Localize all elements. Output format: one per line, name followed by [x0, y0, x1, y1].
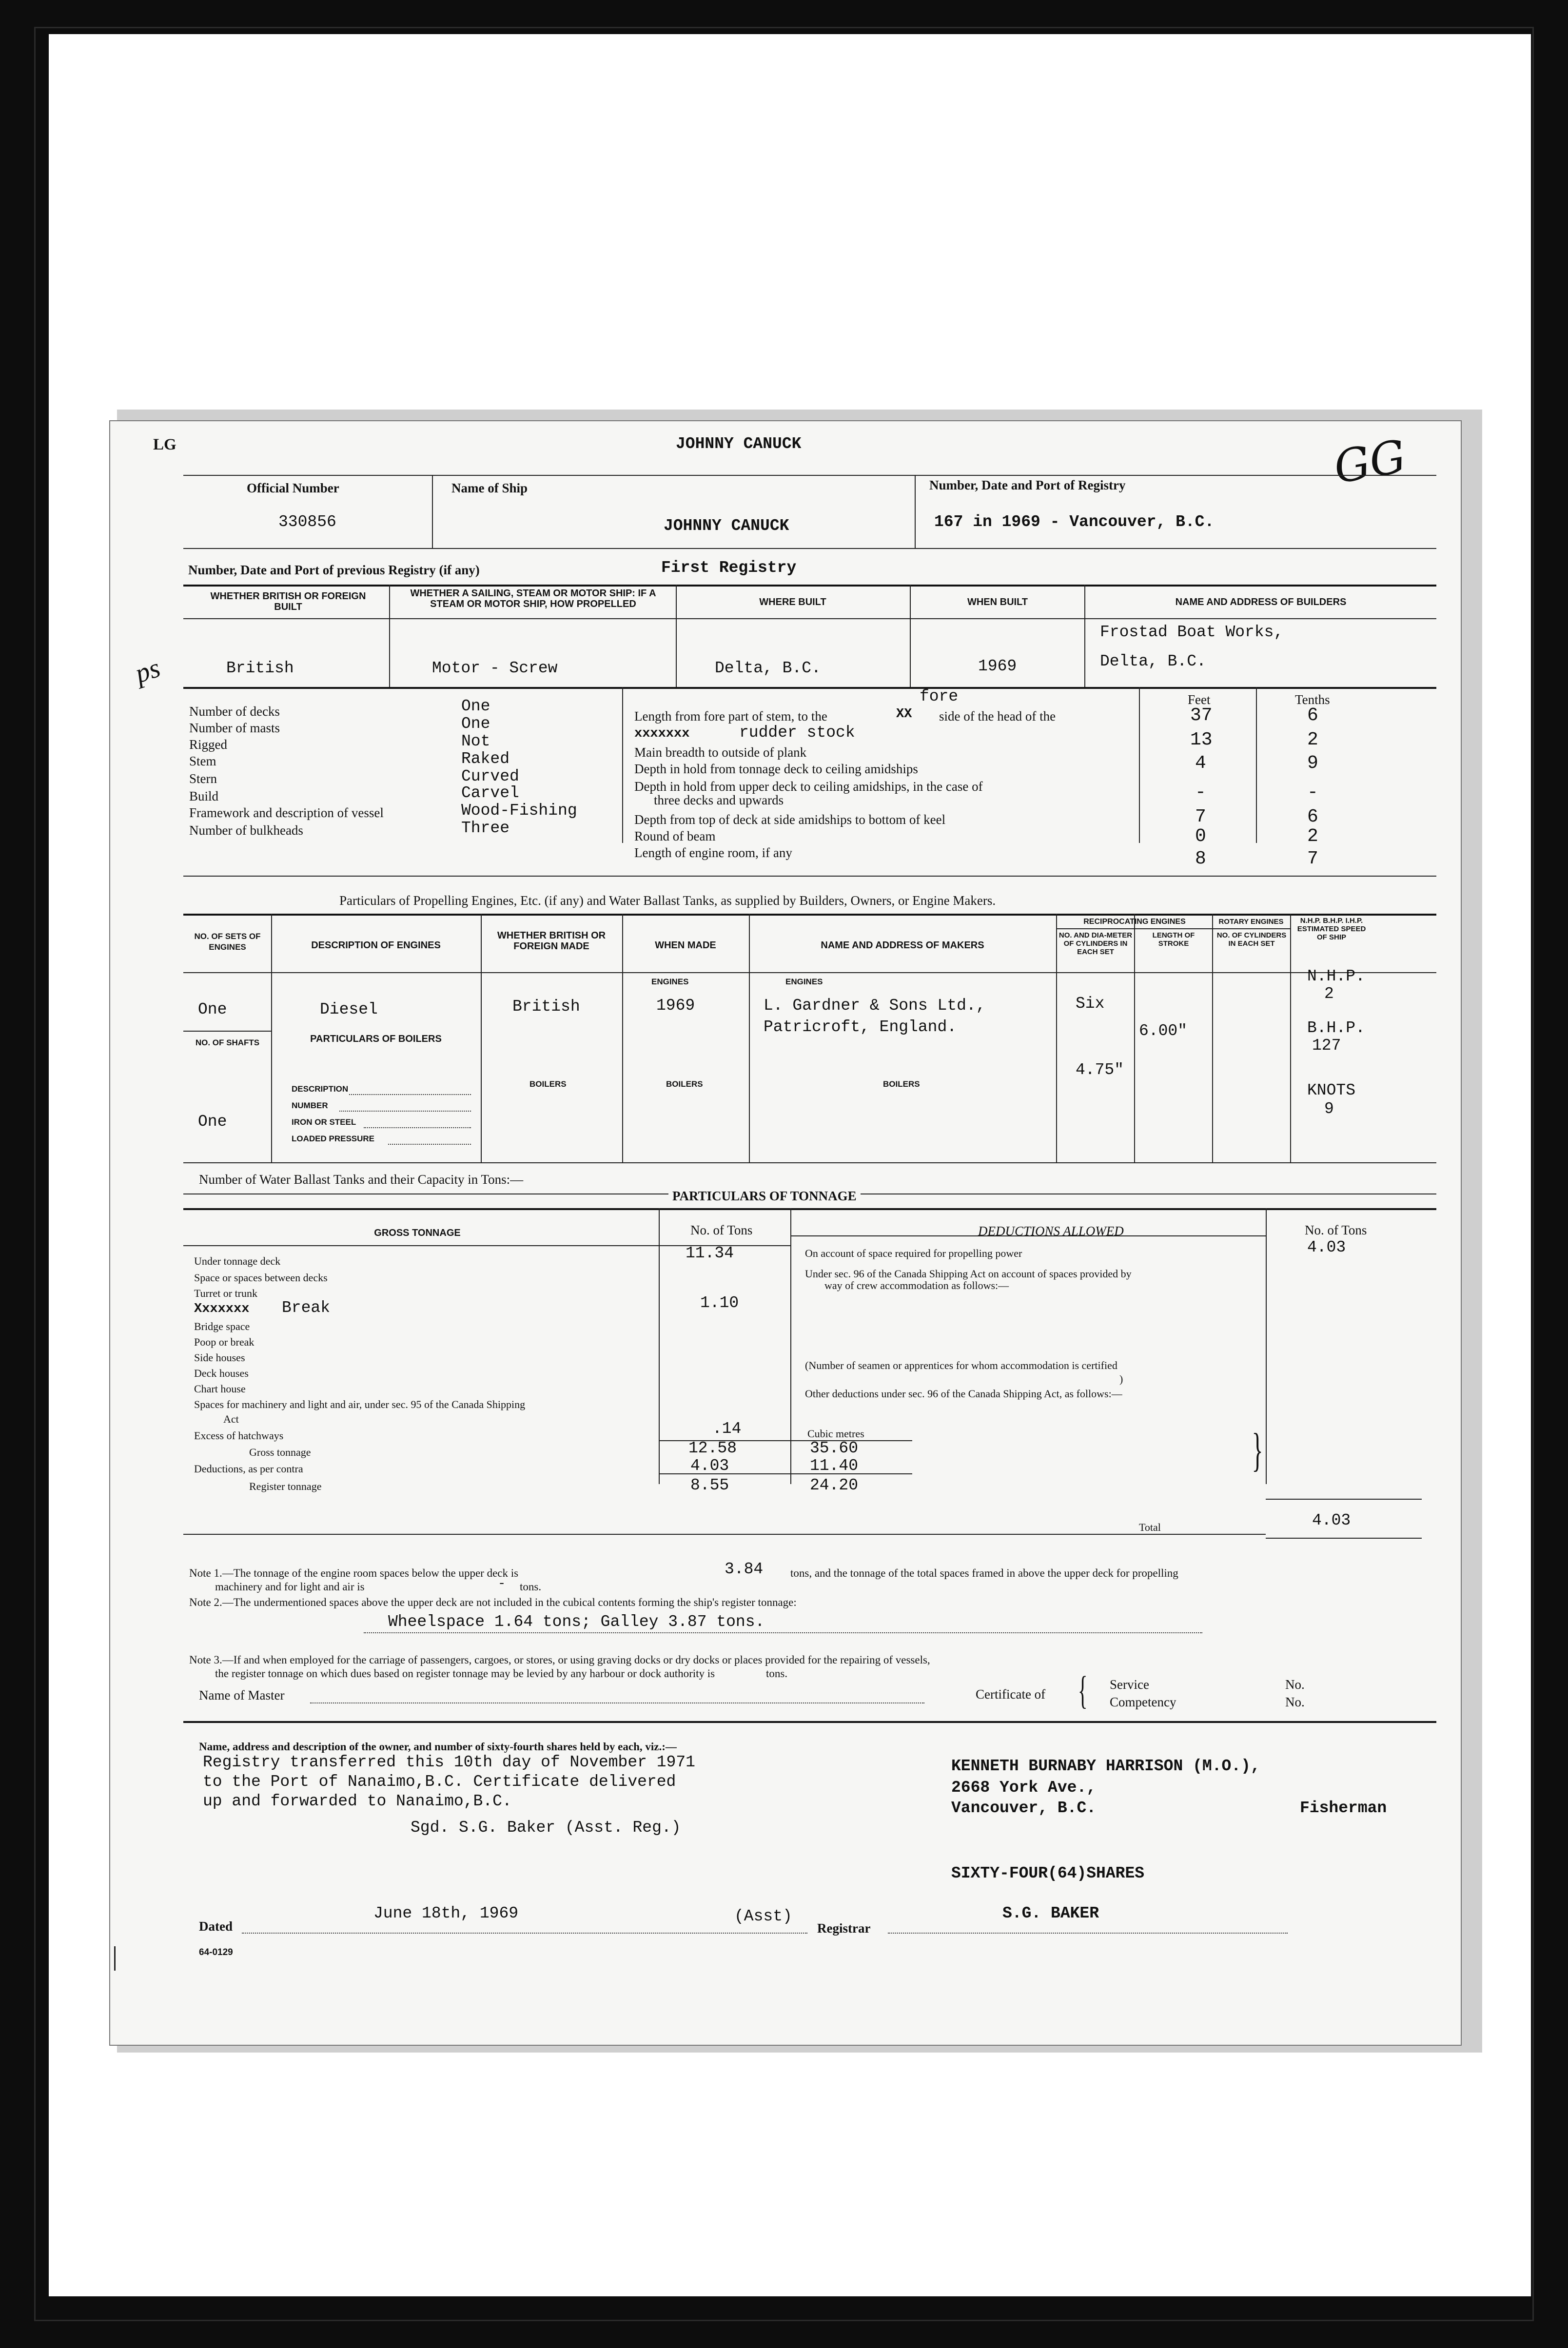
- h-ship-type: WHETHER A SAILING, STEAM OR MOTOR SHIP: IF A STEAM OR MOTOR SHIP, HOW PROPELLED: [410, 588, 656, 609]
- note3-c: tons.: [766, 1667, 788, 1680]
- engine-british: British: [512, 998, 580, 1016]
- owner-name: KENNETH BURNABY HARRISON (M.O.),: [951, 1757, 1260, 1775]
- boiler-number: NUMBER: [292, 1101, 328, 1110]
- particular-label-rigged: Rigged: [189, 737, 227, 752]
- dim-keel-label: Depth from top of deck at side amidships to bottom of keel: [634, 812, 946, 827]
- length-feet: 37: [1190, 705, 1213, 726]
- gross-label-hatchways: Excess of hatchways: [194, 1429, 284, 1442]
- prev-registry-value: First Registry: [661, 559, 797, 577]
- dim-round-label: Round of beam: [634, 829, 716, 843]
- owner-street: 2668 York Ave.,: [951, 1779, 1097, 1797]
- dim-breadth-label: Main breadth to outside of plank: [634, 745, 807, 760]
- owner-shares: SIXTY-FOUR(64)SHARES: [951, 1864, 1145, 1882]
- register-cubic: 24.20: [810, 1476, 859, 1494]
- form-number: 64-0129: [199, 1947, 233, 1957]
- maker-address: Patricroft, England.: [764, 1018, 957, 1036]
- h-rotary: ROTARY ENGINES: [1218, 918, 1284, 926]
- builder-name: Frostad Boat Works,: [1100, 623, 1284, 641]
- boilers-lbl-2: BOILERS: [666, 1079, 703, 1089]
- round-tenths: 2: [1307, 826, 1318, 847]
- boiler-pressure: LOADED PRESSURE: [292, 1134, 375, 1143]
- h-gross-tonnage: GROSS TONNAGE: [374, 1228, 461, 1238]
- transfer-line-3: up and forwarded to Nanaimo,B.C.: [203, 1792, 512, 1810]
- bhp-label: B.H.P.: [1307, 1019, 1365, 1037]
- h-deductions: DEDUCTIONS ALLOWED: [978, 1224, 1124, 1238]
- deductions-label: Deductions, as per contra: [194, 1463, 303, 1475]
- h-when-built: WHEN BUILT: [967, 597, 1028, 607]
- boilers-lbl-1: BOILERS: [529, 1079, 567, 1089]
- deduction-other: Other deductions under sec. 96 of the Canada Shipping Act, as follows:—: [805, 1388, 1122, 1400]
- h-where-built: WHERE BUILT: [759, 597, 826, 607]
- service-label: Service: [1110, 1677, 1149, 1692]
- margin-mark: ps: [131, 652, 164, 689]
- deduction-seamen: (Number of seamen or apprentices for whom accommodation is certified: [805, 1359, 1117, 1371]
- dim-length-label: Length from fore part of stem, to the: [634, 709, 827, 724]
- particular-label-decks: Number of decks: [189, 704, 280, 719]
- boilers-lbl-3: BOILERS: [883, 1079, 920, 1089]
- h-british-built: WHETHER BRITISH OR FOREIGN BUILT: [210, 591, 366, 612]
- boiler-description: DESCRIPTION: [292, 1084, 349, 1094]
- depth-upper-feet: -: [1195, 782, 1206, 803]
- breadth-tenths: 2: [1307, 729, 1318, 750]
- doc-code: LG: [153, 436, 176, 453]
- certificate-brace: {: [1078, 1668, 1088, 1712]
- gross-label-side-houses: Side houses: [194, 1351, 245, 1364]
- h-cylinders: NO. AND DIA-METER OF CYLINDERS IN EACH SET: [1058, 931, 1133, 956]
- gross-label-between-decks: Space or spaces between decks: [194, 1272, 328, 1284]
- stroke: 6.00": [1139, 1022, 1188, 1040]
- depth-feet: 4: [1195, 753, 1206, 774]
- h-builders: NAME AND ADDRESS OF BUILDERS: [1175, 597, 1347, 607]
- h-reciprocating: RECIPROCATING ENGINES: [1083, 918, 1186, 926]
- gross-label-under-deck: Under tonnage deck: [194, 1255, 281, 1267]
- builder-address: Delta, B.C.: [1100, 652, 1206, 670]
- knots-label: KNOTS: [1307, 1081, 1356, 1099]
- dim-length-label-b: side of the head of the: [939, 709, 1056, 724]
- gross-label-poop: Poop or break: [194, 1336, 255, 1348]
- ship-name-label: Name of Ship: [451, 481, 528, 495]
- particular-label-stem: Stem: [189, 754, 216, 768]
- particular-label-build: Build: [189, 789, 219, 803]
- breadth-feet: 13: [1190, 729, 1213, 750]
- when-built: 1969: [978, 657, 1017, 675]
- note1-b: tons, and the tonnage of the total spaces framed in above the upper deck for propelling: [790, 1567, 1178, 1579]
- shafts: One: [198, 1113, 227, 1131]
- owner-occupation: Fisherman: [1300, 1799, 1387, 1817]
- engines-lbl: ENGINES: [651, 977, 689, 986]
- particular-value-build: Carvel: [461, 784, 519, 802]
- deduction-crew-b: way of crew accommodation as follows:—: [824, 1279, 1009, 1291]
- initials-signature: GG: [1330, 430, 1410, 494]
- deduction-propelling-value: 4.03: [1307, 1238, 1346, 1256]
- particular-value-decks: One: [461, 697, 490, 715]
- note3-a: Note 3.—If and when employed for the carriage of passengers, cargoes, or stores, or using graving docks or dry docks or places provided for the repairing of vessels,: [189, 1654, 930, 1666]
- asst-mark: (Asst): [734, 1907, 792, 1925]
- particular-value-framework: Wood-Fishing: [461, 802, 577, 820]
- engines-title: Particulars of Propelling Engines, Etc. (if any) and Water Ballast Tanks, as supplied by Builders, Owners, or Engine Makers.: [339, 893, 996, 908]
- gross-cubic: 35.60: [810, 1439, 859, 1457]
- deductions: 4.03: [690, 1457, 729, 1475]
- length-tenths: 6: [1307, 705, 1318, 726]
- maker-name: L. Gardner & Sons Ltd.,: [764, 997, 986, 1015]
- transfer-line-2: to the Port of Nanaimo,B.C. Certificate delivered: [203, 1773, 676, 1791]
- certificate-label: Certificate of: [976, 1687, 1046, 1702]
- dated-value: June 18th, 1969: [373, 1904, 519, 1922]
- bhp-value: 127: [1312, 1037, 1341, 1055]
- registry-form: [109, 420, 1462, 2046]
- note1-c: machinery and for light and air is: [215, 1581, 365, 1593]
- transfer-line-1: Registry transferred this 10th day of November 1971: [203, 1753, 695, 1771]
- deduction-crew: Under sec. 96 of the Canada Shipping Act on account of spaces provided by: [805, 1268, 1132, 1280]
- h-when-made: WHEN MADE: [655, 940, 716, 951]
- total-label: Total: [1139, 1521, 1161, 1533]
- nhp-value: 2: [1324, 985, 1334, 1003]
- particular-label-masts: Number of masts: [189, 721, 280, 735]
- dim-depth-label: Depth in hold from tonnage deck to ceiling amidships: [634, 762, 918, 776]
- gross-tonnage: 12.58: [688, 1439, 737, 1457]
- cylinders: Six: [1076, 995, 1105, 1013]
- h-rotary-cylinders: NO. OF CYLINDERS IN EACH SET: [1216, 931, 1287, 948]
- ship-name: JOHNNY CANUCK: [664, 517, 789, 535]
- gross-tonnage-label: Gross tonnage: [249, 1446, 311, 1458]
- depth-tenths: 9: [1307, 753, 1318, 774]
- struck-label: Xxxxxxx: [194, 1302, 250, 1316]
- dated-label: Dated: [199, 1919, 233, 1934]
- particular-label-framework: Framework and description of vessel: [189, 805, 384, 820]
- fore-insert: fore: [920, 687, 959, 705]
- engines-lbl-makers: ENGINES: [785, 977, 823, 986]
- deduction-brace: }: [1252, 1424, 1263, 1476]
- particular-value-bulkheads: Three: [461, 819, 510, 837]
- dim-engine-room-label: Length of engine room, if any: [634, 845, 792, 860]
- cylinder-diameter: 4.75": [1076, 1061, 1124, 1079]
- transfer-signature: Sgd. S.G. Baker (Asst. Reg.): [411, 1819, 681, 1837]
- engine-room-tenths: 7: [1307, 848, 1318, 869]
- deduction-propelling: On account of space required for propelling power: [805, 1247, 1022, 1259]
- particular-label-stern: Stern: [189, 771, 217, 786]
- british-built: British: [226, 659, 294, 677]
- gross-label-turret: Turret or trunk: [194, 1287, 257, 1299]
- tonnage-title: PARTICULARS OF TONNAGE: [668, 1189, 861, 1204]
- register-tonnage: 8.55: [690, 1476, 729, 1494]
- keel-tenths: 6: [1307, 806, 1318, 827]
- h-engine-desc: DESCRIPTION OF ENGINES: [311, 940, 441, 951]
- note2: Note 2.—The undermentioned spaces above the upper deck are not included in the cubical contents forming the ship's register tonnage:: [189, 1596, 797, 1608]
- engine-year: 1969: [656, 997, 695, 1015]
- note1-a: Note 1.—The tonnage of the engine room spaces below the upper deck is: [189, 1567, 519, 1579]
- note3-b: the register tonnage on which dues based on register tonnage may be levied by any harbour or dock authority is: [215, 1667, 715, 1680]
- ship-name-header: JOHNNY CANUCK: [676, 435, 802, 453]
- depth-upper-tenths: -: [1307, 782, 1318, 803]
- registry-value: 167 in 1969 - Vancouver, B.C.: [934, 513, 1215, 531]
- h-stroke: LENGTH OF STROKE: [1152, 931, 1195, 948]
- registrar-label: Registrar: [817, 1921, 871, 1936]
- h-horsepower: N.H.P. B.H.P. I.H.P. ESTIMATED SPEED OF SHIP: [1297, 917, 1366, 941]
- cubic-metres-label: Cubic metres: [807, 1428, 864, 1440]
- rudder-stock: rudder stock: [739, 724, 855, 742]
- h-boilers: PARTICULARS OF BOILERS: [310, 1034, 442, 1044]
- h-british-made: WHETHER BRITISH OR FOREIGN MADE: [497, 930, 606, 952]
- gross-label-deck-houses: Deck houses: [194, 1367, 249, 1379]
- engine-sets: One: [198, 1000, 227, 1018]
- particular-value-masts: One: [461, 715, 490, 733]
- note1-value-2: -: [498, 1577, 506, 1591]
- particular-value-stem: Raked: [461, 750, 510, 768]
- particular-label-bulkheads: Number of bulkheads: [189, 823, 303, 838]
- particular-value-rigged: Not: [461, 732, 490, 750]
- service-no: No.: [1285, 1677, 1305, 1692]
- total-value: 4.03: [1312, 1511, 1351, 1529]
- boiler-iron: IRON OR STEEL: [292, 1117, 356, 1127]
- note1-value: 3.84: [725, 1560, 764, 1578]
- engine-room-feet: 8: [1195, 848, 1206, 869]
- h-feet: Feet: [1188, 692, 1211, 707]
- round-feet: 0: [1195, 826, 1206, 847]
- owner-label: Name, address and description of the owner, and number of sixty-fourth shares held by each, viz.:—: [199, 1741, 677, 1753]
- h-tenths: Tenths: [1295, 692, 1330, 707]
- where-built: Delta, B.C.: [715, 659, 821, 677]
- registry-label: Number, Date and Port of Registry: [929, 478, 1126, 492]
- nhp-label: N.H.P.: [1307, 967, 1365, 985]
- h-shafts: NO. OF SHAFTS: [195, 1038, 260, 1047]
- gross-label-machinery: Spaces for machinery and light and air, under sec. 95 of the Canada Shipping: [194, 1398, 526, 1410]
- official-number: 330856: [278, 513, 336, 531]
- deductions-cubic: 11.40: [810, 1457, 859, 1475]
- owner-city: Vancouver, B.C.: [951, 1799, 1097, 1817]
- ballast-tanks: Number of Water Ballast Tanks and their Capacity in Tons:—: [199, 1172, 524, 1187]
- gross-label-bridge: Bridge space: [194, 1320, 250, 1332]
- h-no-tons: No. of Tons: [690, 1223, 753, 1237]
- note1-d: tons.: [520, 1581, 542, 1593]
- competency-no: No.: [1285, 1695, 1305, 1709]
- deduction-seamen-b: ): [1119, 1373, 1123, 1385]
- gross-label-machinery-b: Act: [223, 1413, 239, 1425]
- gross-value-hatchways: .14: [712, 1420, 742, 1438]
- gross-value-under-deck: 11.34: [686, 1244, 734, 1262]
- competency-label: Competency: [1110, 1695, 1176, 1709]
- engine-description: Diesel: [320, 1000, 378, 1018]
- keel-feet: 7: [1195, 806, 1206, 827]
- note2-value: Wheelspace 1.64 tons; Galley 3.87 tons.: [388, 1613, 765, 1631]
- gross-value-break: 1.10: [700, 1294, 739, 1312]
- dim-depth-upper-label-b: three decks and upwards: [654, 793, 784, 807]
- particular-value-stern: Curved: [461, 767, 519, 785]
- struck-xx: XX: [896, 707, 912, 722]
- h-no-tons-2: No. of Tons: [1305, 1223, 1367, 1237]
- gross-label-chart-house: Chart house: [194, 1383, 246, 1395]
- dim-depth-upper-label: Depth in hold from upper deck to ceiling amidships, in the case of: [634, 779, 983, 794]
- prev-registry-label: Number, Date and Port of previous Registry (if any): [188, 563, 480, 577]
- knots-value: 9: [1324, 1100, 1334, 1118]
- struck-xxxxx: xxxxxxx: [634, 726, 690, 741]
- h-makers: NAME AND ADDRESS OF MAKERS: [821, 940, 984, 951]
- ship-type: Motor - Screw: [432, 659, 558, 677]
- registrar-name: S.G. BAKER: [1002, 1904, 1099, 1922]
- official-number-label: Official Number: [247, 481, 339, 495]
- gross-label-break: Break: [282, 1299, 331, 1317]
- h-sets: NO. OF SETS OF ENGINES: [194, 932, 261, 952]
- register-tonnage-label: Register tonnage: [249, 1480, 322, 1492]
- master-label: Name of Master: [199, 1688, 285, 1702]
